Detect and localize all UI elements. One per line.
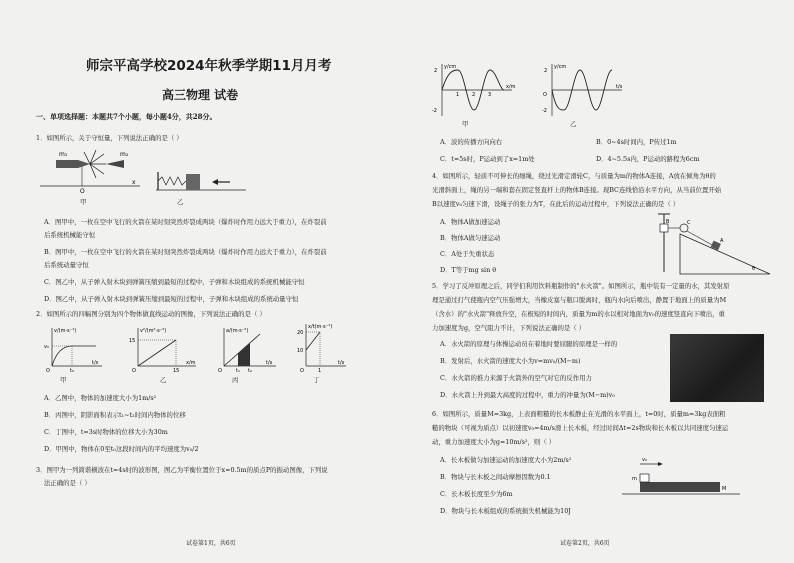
question-1-stem: 1．如图所示，关于守恒量，下列说法正确的是（ ） xyxy=(36,134,183,142)
svg-text:v₀: v₀ xyxy=(44,344,49,350)
q5-option-d: D．水火箭上升到最大高度的过程中，重力的冲量为(M−m)v₀ xyxy=(440,391,615,399)
svg-text:3: 3 xyxy=(488,92,492,98)
graph-label-yi: 乙 xyxy=(160,376,167,384)
svg-text:M: M xyxy=(722,486,727,492)
q5-option-b: B．发射后，水火箭的速度大小为v=mv₀/(M−m) xyxy=(440,357,581,365)
svg-text:x/m: x/m xyxy=(186,360,196,366)
svg-text:x: x xyxy=(132,179,136,186)
q5-option-a: A．水火箭的原理与体操运动员在着地时要屈腿的原理是一样的 xyxy=(440,340,618,348)
svg-text:x/t(m·s⁻¹): x/t(m·s⁻¹) xyxy=(308,324,333,330)
block-on-board-figure xyxy=(622,454,742,500)
q3-option-a: A．波的传播方向向右 xyxy=(440,138,503,146)
graph-label-jia: 甲 xyxy=(60,376,67,384)
section-heading: 一、单项选择题：本题共7个小题，每小题4分，共28分。 xyxy=(36,112,217,121)
graph-label-ding: 丁 xyxy=(313,376,320,384)
question-4-line2: 光滑斜面上，绳的另一端和套在固定竖直杆上的物体B连接。现BC连线恰沿水平方向，从当前位置开始 xyxy=(432,186,722,194)
q5-option-c: C．水火箭的推力来源于火箭外的空气对它的反作用力 xyxy=(440,374,592,382)
wave-graph-jia xyxy=(434,62,514,118)
q6-option-b: B．物块与长木板之间动摩擦因数为0.1 xyxy=(440,473,551,481)
svg-text:O: O xyxy=(218,368,222,374)
q2-option-b: B．丙图中，阴影面积表示t₁~t₂时间内物体的位移 xyxy=(44,411,186,419)
svg-text:-2: -2 xyxy=(432,108,437,114)
svg-text:2: 2 xyxy=(434,68,438,74)
q3-option-b: B．0~4s时间内，P传过1m xyxy=(596,138,677,146)
svg-text:t/s: t/s xyxy=(266,360,273,366)
svg-text:O: O xyxy=(300,368,304,374)
svg-text:1: 1 xyxy=(318,368,322,374)
svg-text:-2: -2 xyxy=(542,108,547,114)
question-5-line4: 力加速度为g，空气阻力不计，下列说法正确的是（ ） xyxy=(432,324,586,332)
q3-option-c: C．t=5s时，P运动到了x=1m处 xyxy=(440,155,535,163)
svg-text:O: O xyxy=(543,92,547,98)
exam-subtitle: 高三物理 试卷 xyxy=(162,88,239,102)
question-5-line3: （含水）的"水火箭"释放升空，在极短的时间内，质量为m的水以相对地面为v₀的速度竖直向下喷出，重 xyxy=(432,310,725,318)
q4-option-a: A．物体A做加速运动 xyxy=(440,218,501,226)
exam-page-1 xyxy=(14,8,392,556)
svg-text:θ: θ xyxy=(752,266,756,272)
q4-option-c: C．A处于失重状态 xyxy=(440,250,495,258)
svg-text:a/(m·s⁻²): a/(m·s⁻²) xyxy=(226,328,249,334)
q4-option-b: B．物体A做匀速运动 xyxy=(440,234,501,242)
question-3-stem-line1: 3．图甲为一列简谐横波在t=4s时的波形图，图乙为平衡位置位于x=0.5m的质点P的振动图像，下列说 xyxy=(36,466,328,474)
rocket-explosion-figure xyxy=(40,146,140,196)
svg-text:t/s: t/s xyxy=(338,360,345,366)
svg-text:m₂: m₂ xyxy=(120,151,129,158)
svg-text:t/s: t/s xyxy=(616,84,623,90)
svg-text:2: 2 xyxy=(472,92,476,98)
question-3-stem-line2: 法正确的是（ ） xyxy=(44,479,91,487)
q2-option-d: D．甲图中，物体在0至t₀这段时间内的平均速度为v₀/2 xyxy=(44,445,199,453)
question-4-line1: 4．如图所示，轻质不可伸长的细绳，绕过光滑定滑轮C，与质量为m的物体A连接，A放在倾角为θ的 xyxy=(432,172,716,180)
svg-text:x/m: x/m xyxy=(506,84,516,90)
question-6-line3: 动，重力加速度大小为g=10m/s²，则（ ） xyxy=(432,438,556,446)
q1-option-b-line2: 后系统动量守恒 xyxy=(44,261,89,269)
exam-page-2 xyxy=(410,8,782,556)
vibration-label-yi: 乙 xyxy=(570,120,577,128)
question-5-line1: 5．学习了反冲原理之后，同学们利用饮料瓶制作的"水火箭"。如图所示，瓶中装有一定量的水，其发射原 xyxy=(432,282,730,290)
graph-ding-x-over-t xyxy=(296,322,348,374)
question-4-line3: B以速度v₀匀速下滑，设绳子的张力为T，在此后的运动过程中，下列说法正确的是（ ） xyxy=(432,200,680,208)
svg-text:1: 1 xyxy=(456,92,460,98)
svg-text:t₂: t₂ xyxy=(248,368,252,374)
bullet-block-spring-figure xyxy=(156,168,246,194)
q1-option-b-line1: B．图甲中，一枚在空中飞行的火箭在某时刻突然炸裂成两块（爆炸时作用力远大于重力），在炸裂前 xyxy=(44,248,327,256)
q1-option-a-line2: 后系统机械能守恒 xyxy=(44,231,96,239)
q4-option-d: D．T等于mg sin θ xyxy=(440,266,497,274)
page-footer: 试卷第2页，共6页 xyxy=(560,540,610,547)
svg-text:O: O xyxy=(46,368,50,374)
q1-option-c: C．图乙中，从子弹入射木块到弹簧压缩到最短的过程中，子弹和木块组成的系统机械能守恒 xyxy=(44,278,305,286)
svg-text:10: 10 xyxy=(297,348,304,354)
graph-bing-acceleration xyxy=(216,326,278,374)
exam-title: 师宗平高学校2024年秋季学期11月月考 xyxy=(86,58,332,74)
question-5-line2: 理是通过打气使瓶内空气压强增大，当橡皮塞与瓶口脱离时，瓶内水向后喷出，静置于地面上的质量为M xyxy=(432,296,727,304)
svg-text:t₀: t₀ xyxy=(70,368,74,374)
figure-label-yi: 乙 xyxy=(177,198,184,206)
svg-text:m: m xyxy=(632,476,637,482)
q1-option-d: D．图乙中，从子弹入射木块到弹簧压缩到最短的过程中，子弹和木块组成的系统动量守恒 xyxy=(44,295,299,303)
q3-option-d: D．4~5.5s内，P运动的路程为6cm xyxy=(596,155,700,163)
svg-text:y/cm: y/cm xyxy=(444,64,457,70)
svg-text:15: 15 xyxy=(173,368,180,374)
svg-text:O: O xyxy=(80,188,85,195)
q6-option-c: C．长木板长度至少为6m xyxy=(440,490,513,498)
figure-label-jia: 甲 xyxy=(80,198,87,206)
svg-text:C: C xyxy=(687,220,691,226)
svg-text:t/s: t/s xyxy=(92,360,99,366)
svg-text:A: A xyxy=(720,238,724,244)
q2-option-a: A．乙图中，物体的加速度大小为1m/s² xyxy=(44,394,157,402)
graph-jia-velocity xyxy=(44,326,104,374)
svg-text:y/cm: y/cm xyxy=(554,64,567,70)
vibration-graph-yi xyxy=(544,62,624,118)
graph-yi-v-squared-x xyxy=(128,326,198,374)
svg-text:15: 15 xyxy=(129,338,136,344)
q6-option-a: A．长木板做匀加速运动的加速度大小为2m/s² xyxy=(440,456,572,464)
svg-text:2: 2 xyxy=(544,68,548,74)
water-rocket-photo xyxy=(670,334,764,402)
question-6-line1: 6．如图所示，质量M=3kg，上表面粗糙的长木板静止在光滑的水平面上，t=0时，质量m=3kg表面粗 xyxy=(432,410,726,418)
question-6-line2: 糙的物块（可视为质点）以初速度v₀=4m/s滑上长木板，经过时间Δt=2s物块和长木板以共同速度匀速运 xyxy=(432,424,729,432)
svg-text:t₁: t₁ xyxy=(236,368,240,374)
question-2-stem: 2．如图所示的四幅图分别为四个物体做直线运动的图像，下列说法正确的是（ ） xyxy=(36,310,266,318)
svg-text:B: B xyxy=(666,219,670,225)
q1-option-a-line1: A．图甲中，一枚在空中飞行的火箭在某时刻突然炸裂成两块（爆炸时作用力远大于重力），在炸裂前 xyxy=(44,218,327,226)
svg-text:v/(m·s⁻¹): v/(m·s⁻¹) xyxy=(54,328,77,334)
svg-text:v₀: v₀ xyxy=(642,457,647,463)
q6-option-d: D．物块与长木板组成的系统损失机械能为10J xyxy=(440,507,571,515)
svg-text:m₁: m₁ xyxy=(59,151,68,158)
svg-text:20: 20 xyxy=(297,330,304,336)
wave-label-jia: 甲 xyxy=(462,120,469,128)
pulley-incline-figure xyxy=(654,212,774,276)
graph-label-bing: 丙 xyxy=(232,376,239,384)
q2-option-c: C．丁图中，t=3s时物体的位移大小为30m xyxy=(44,428,168,436)
svg-text:O: O xyxy=(132,368,136,374)
page-footer: 试卷第1页，共6页 xyxy=(186,540,236,547)
svg-text:v²/(m²·s⁻²): v²/(m²·s⁻²) xyxy=(140,328,167,334)
